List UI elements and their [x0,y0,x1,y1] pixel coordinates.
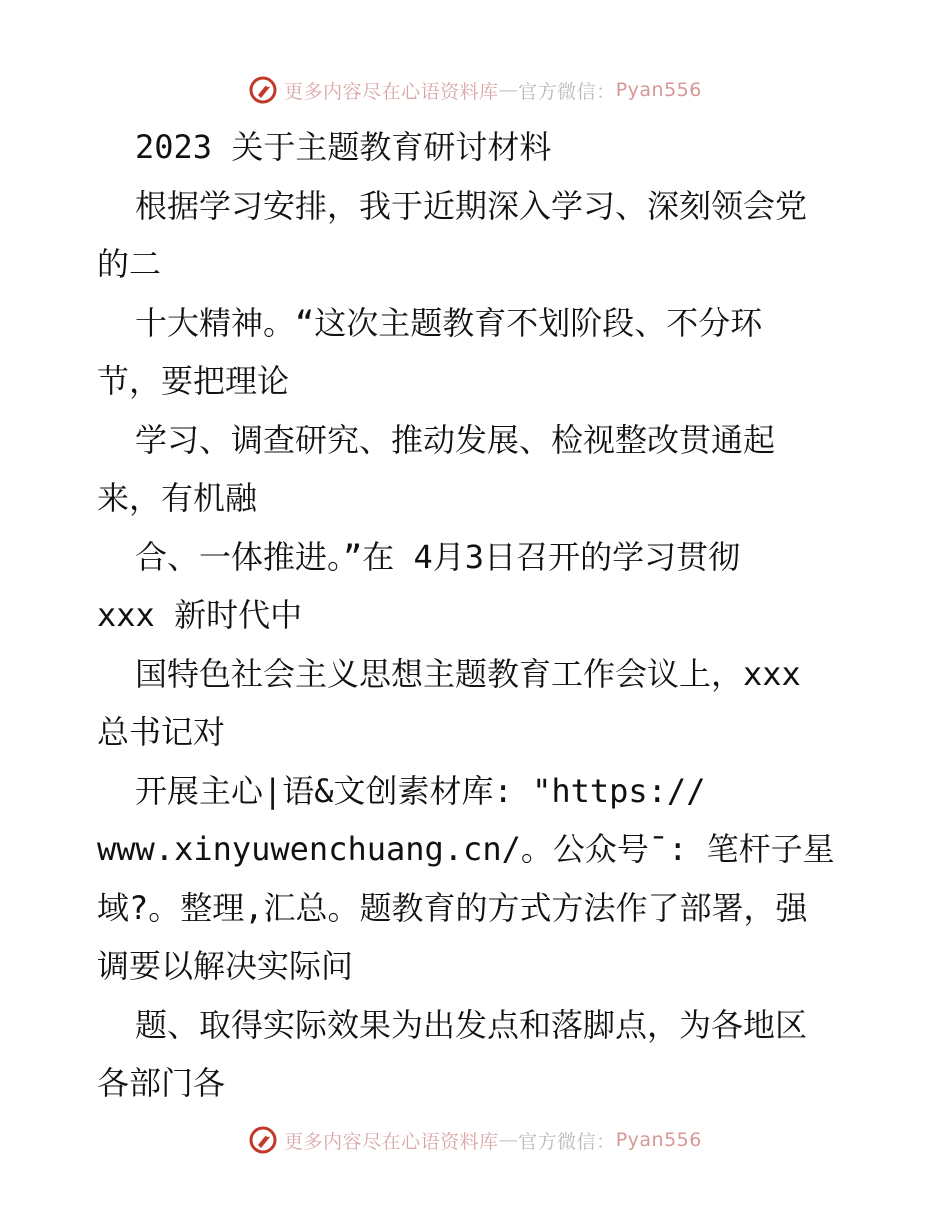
pen-nib-logo-icon [248,75,278,105]
document-line: 开展主心|语&文创素材库: "https:// [135,771,706,810]
document-line: 合、一体推进。”在 4月3日召开的学习贯彻 [135,537,741,576]
document-line: 根据学习安排，我于近期深入学习、深刻领会党 [135,186,808,225]
banner-separator: — [498,79,519,101]
document-line: 来，有机融 [97,479,258,517]
banner-wechat-id: Pyan556 [615,79,702,101]
document-line: 题、取得实际效果为出发点和落脚点，为各地区 [135,1005,808,1044]
banner-wechat-label: 官方微信： [518,1130,616,1153]
banner-separator: — [498,1129,519,1151]
document-line: 各部门各 [97,1064,226,1102]
document-line: 2023 关于主题教育研讨材料 [135,128,552,166]
document-line: 总书记对 [97,713,226,751]
pen-nib-logo-icon [248,1125,278,1155]
document-line: xxx 新时代中 [97,596,303,634]
document-line: 学习、调查研究、推动发展、检视整改贯通起 [135,420,776,459]
document-line: www.xinyuwenchuang.cn/。公众号¯: 笔杆子星 [97,830,835,868]
document-line: 调要以解决实际问 [97,947,354,985]
document-line: 国特色社会主义思想主题教育工作会议上，xxx [135,654,801,693]
document-line: 节，要把理论 [97,362,290,400]
banner-wechat-label: 官方微信： [518,80,616,103]
banner-wechat-id: Pyan556 [615,1129,702,1151]
footer-watermark-banner [0,1120,950,1160]
banner-main-text: 更多内容尽在心语资料库 [284,1130,499,1153]
header-watermark-banner [0,70,950,110]
document-line: 十大精神。“这次主题教育不划阶段、不分环 [135,303,763,342]
document-body [97,118,897,1113]
banner-main-text: 更多内容尽在心语资料库 [284,80,499,103]
document-line: 域?。整理,汇总。题教育的方式方法作了部署，强 [97,888,808,927]
document-line: 的二 [97,245,162,283]
